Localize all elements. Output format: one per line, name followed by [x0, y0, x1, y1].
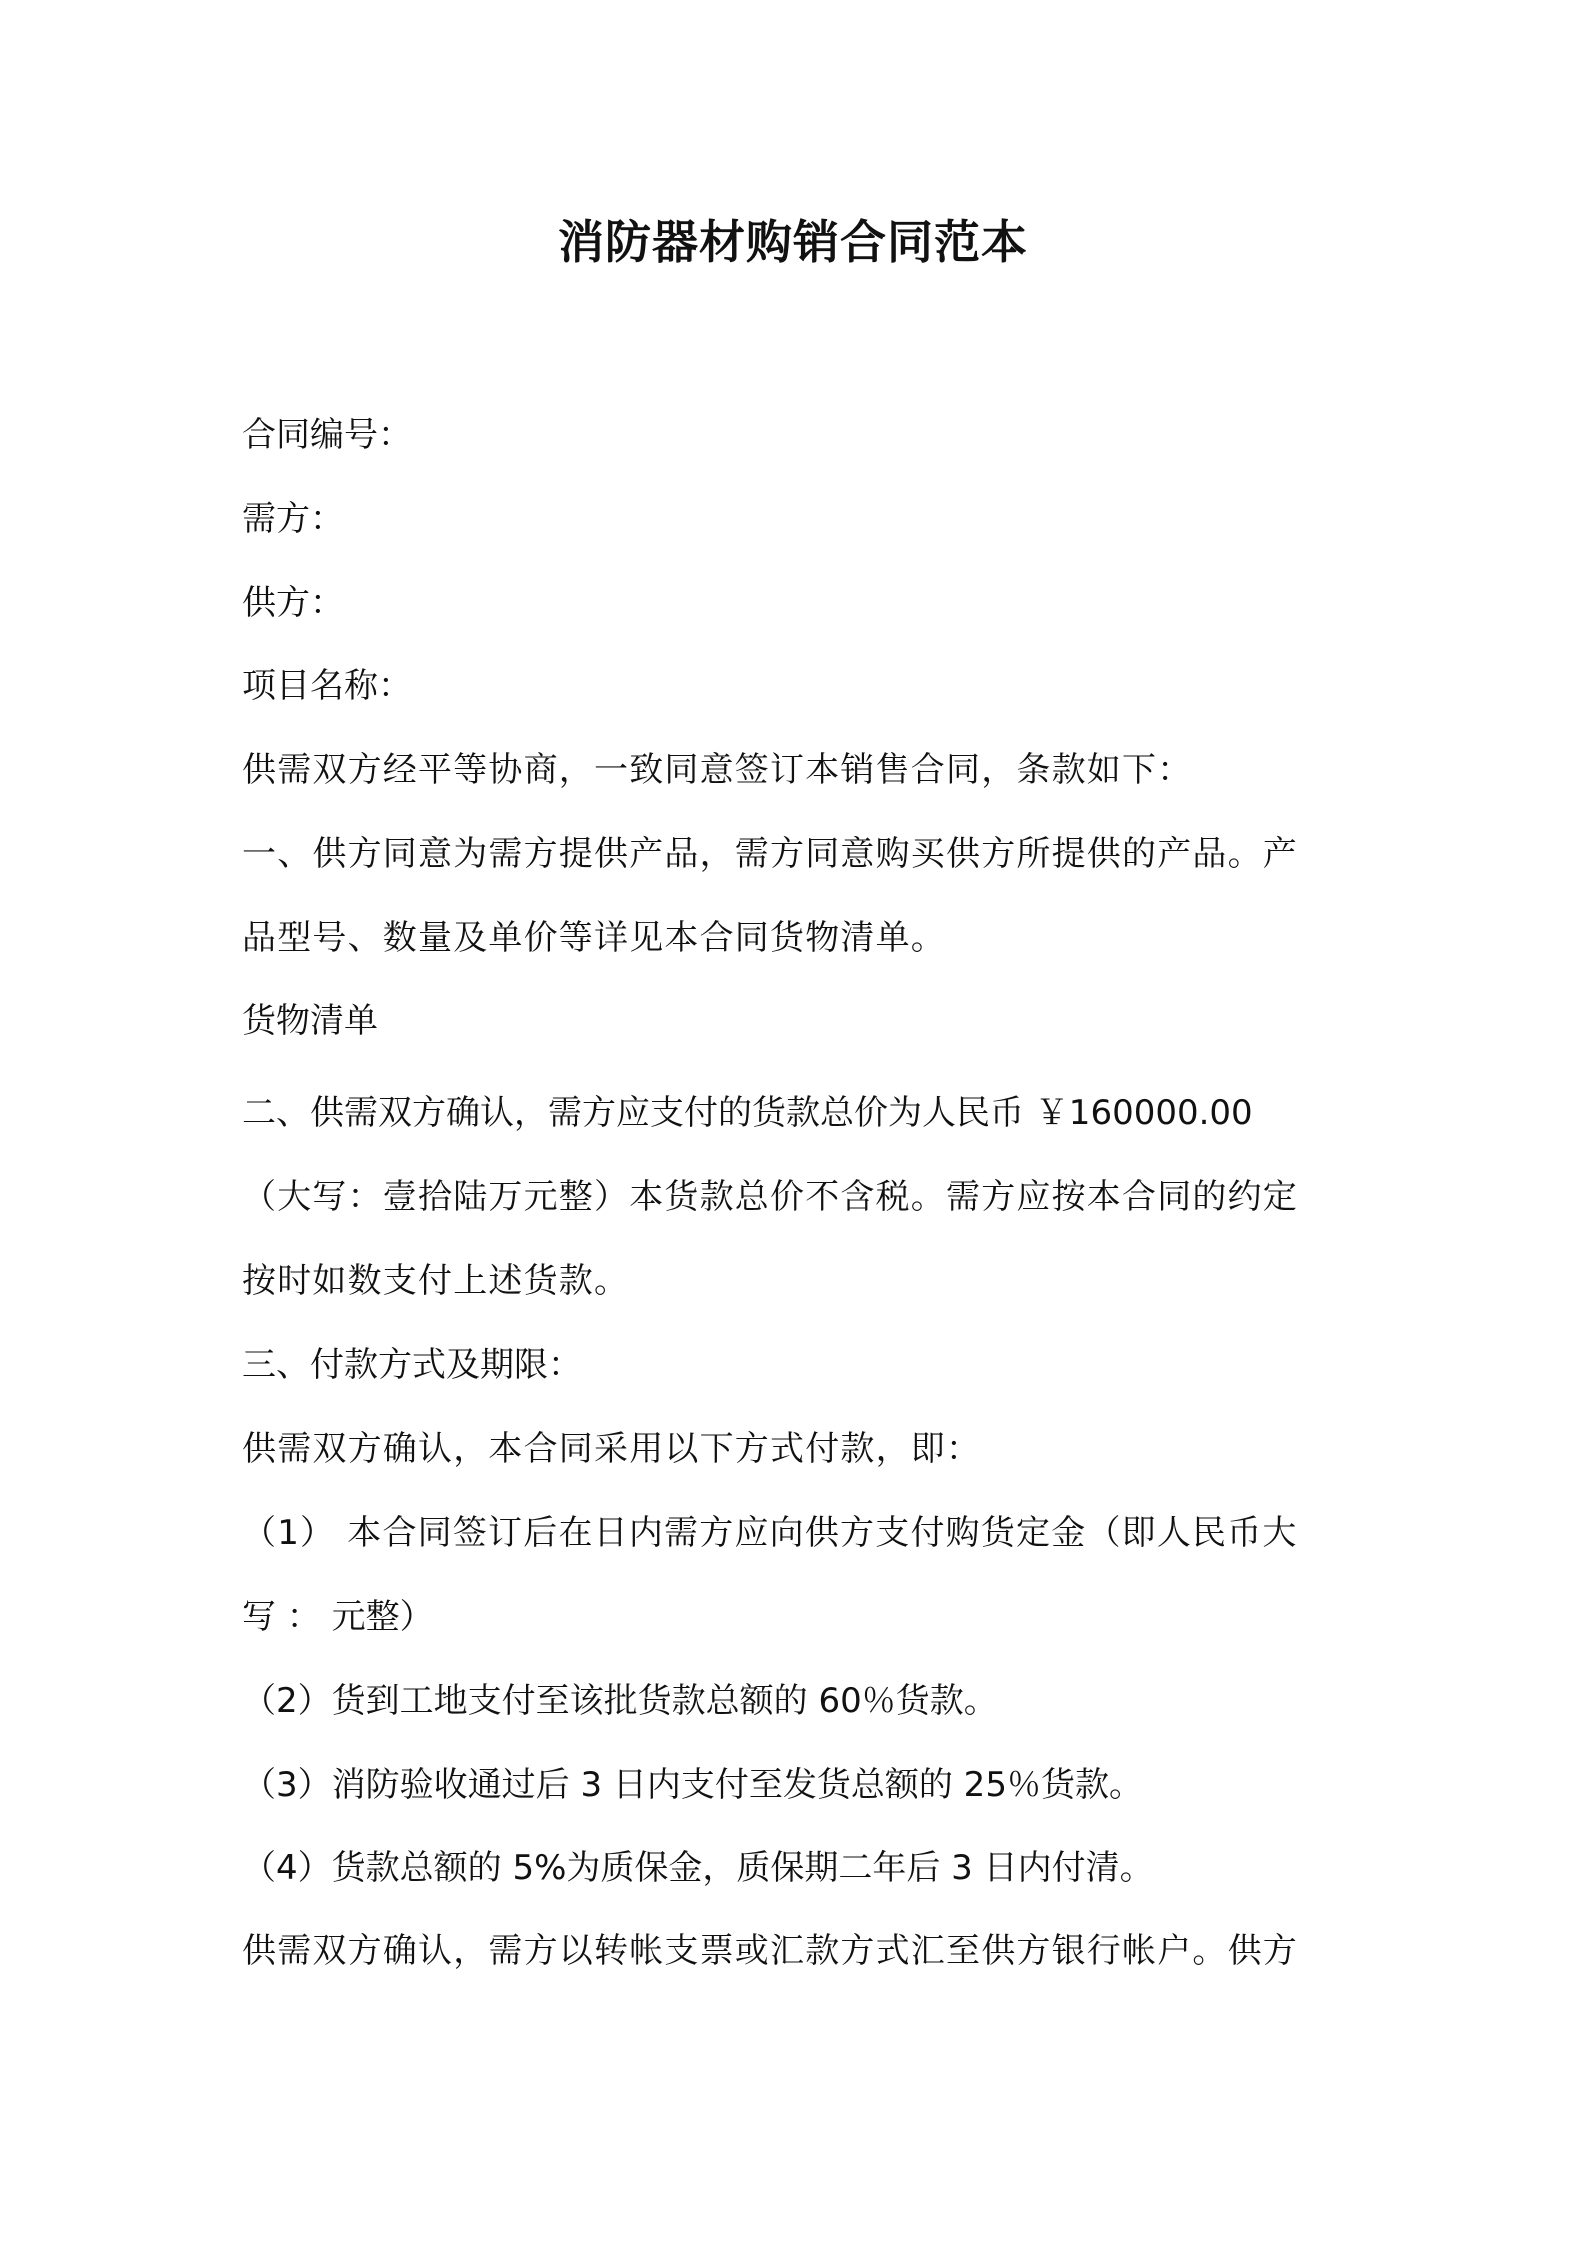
- buyer-label: 需方：: [242, 499, 344, 539]
- document-title: 消防器材购销合同范本: [558, 215, 1028, 269]
- clause-3-heading: 三、付款方式及期限：: [242, 1345, 582, 1385]
- payment-item-3: （3）消防验收通过后 3 日内支付至发货总额的 25％货款。: [242, 1765, 1143, 1805]
- payment-item-4: （4）货款总额的 5%为质保金，质保期二年后 3 日内付清。: [242, 1848, 1154, 1888]
- payment-item-2: （2）货到工地支付至该批货款总额的 60％货款。: [242, 1681, 998, 1721]
- project-name-label: 项目名称：: [242, 666, 412, 706]
- supplier-label: 供方：: [242, 583, 344, 623]
- clause-3-intro: 供需双方确认，本合同采用以下方式付款，即：: [242, 1429, 982, 1469]
- clause-1-line-1: 一、供方同意为需方提供产品，需方同意购买供方所提供的产品。产: [242, 834, 1298, 874]
- payment-item-1-line-2: 写 ： 元整）: [242, 1597, 434, 1637]
- intro-paragraph: 供需双方经平等协商，一致同意签订本销售合同，条款如下：: [242, 750, 1193, 790]
- clause-2-line-1: 二、供需双方确认，需方应支付的货款总价为人民币 ￥160000.00: [242, 1093, 1253, 1133]
- contract-number-label: 合同编号：: [242, 415, 412, 455]
- clause-2-line-3: 按时如数支付上述货款。: [242, 1261, 630, 1301]
- goods-list-heading: 货物清单: [242, 1001, 378, 1041]
- clause-1-line-2: 品型号、数量及单价等详见本合同货物清单。: [242, 918, 946, 958]
- payment-item-1-line-1: （1） 本合同签订后在日内需方应向供方支付购货定金（即人民币大: [242, 1513, 1298, 1553]
- payment-method-line: 供需双方确认，需方以转帐支票或汇款方式汇至供方银行帐户。供方: [242, 1931, 1298, 1971]
- clause-2-line-2: （大写：壹拾陆万元整）本货款总价不含税。需方应按本合同的约定: [242, 1177, 1298, 1217]
